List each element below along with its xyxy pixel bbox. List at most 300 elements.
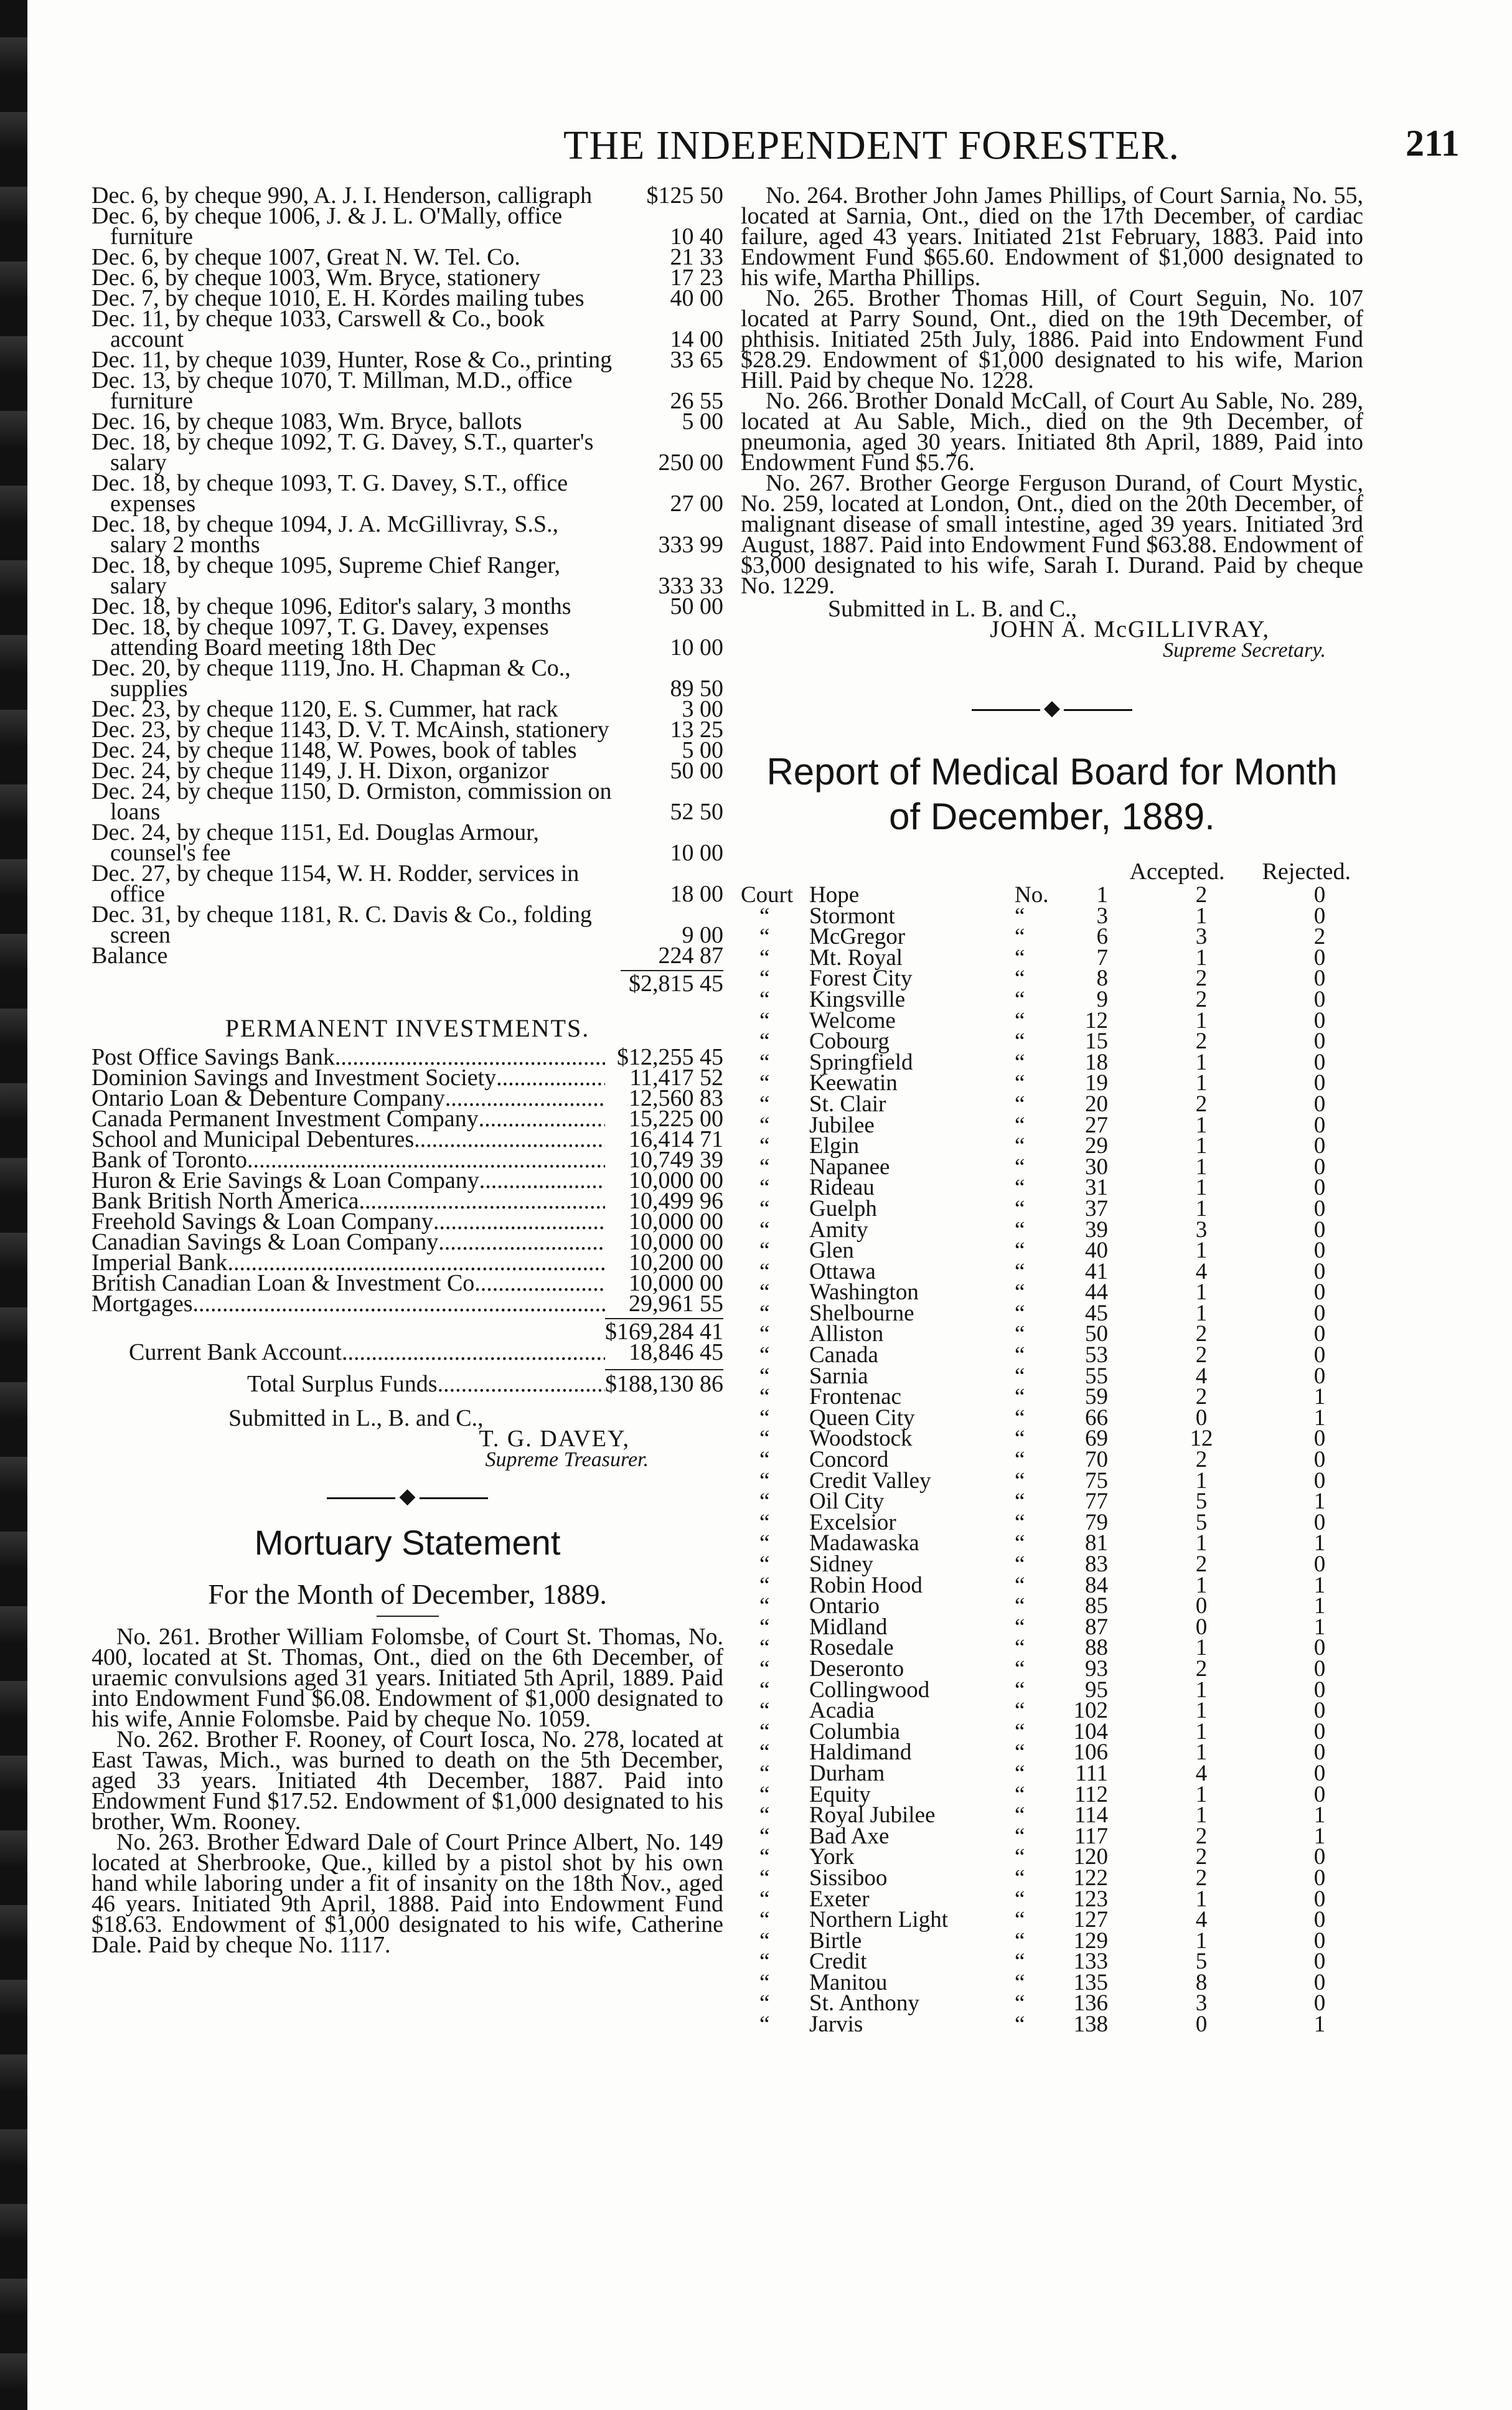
court-name: York xyxy=(809,1844,855,1870)
court-name: Jubilee xyxy=(809,1112,875,1138)
accepted-count: 2 xyxy=(1195,1447,1208,1473)
no-label: “ xyxy=(1015,1258,1025,1284)
expenditure-row xyxy=(92,203,723,250)
expenditure-desc: Dec. 13, by cheque 1070, T. Millman, M.D., office furniture xyxy=(92,367,573,414)
rejected-count: 0 xyxy=(1313,1655,1326,1682)
accepted-count: 2 xyxy=(1195,1865,1208,1891)
accepted-count: 1 xyxy=(1195,1886,1208,1912)
medical-row xyxy=(741,1449,1363,1471)
total-surplus-amount: $188,130 86 xyxy=(605,1371,723,1397)
court-label: “ xyxy=(759,1781,770,1807)
expenditure-desc: Dec. 31, by cheque 1181, R. C. Davis & Co., folding screen xyxy=(92,901,592,948)
court-label: “ xyxy=(759,1342,770,1368)
court-number: 84 xyxy=(1085,1572,1108,1598)
no-label: “ xyxy=(1015,1217,1025,1243)
court-name: Welcome xyxy=(809,1007,896,1033)
no-label: “ xyxy=(1015,1154,1025,1180)
court-number: 30 xyxy=(1085,1154,1108,1180)
no-label: “ xyxy=(1015,1551,1025,1577)
expenditure-amount: 89 50 xyxy=(670,675,723,702)
court-name: Columbia xyxy=(809,1718,900,1744)
medical-row xyxy=(741,906,1363,927)
court-label: “ xyxy=(759,1844,770,1870)
no-label: “ xyxy=(1015,1238,1025,1264)
medical-row xyxy=(741,1617,1363,1638)
court-label: “ xyxy=(759,1300,770,1326)
expenditure-amount: 40 00 xyxy=(670,285,723,311)
court-number: 85 xyxy=(1085,1593,1108,1619)
court-name: Credit xyxy=(809,1949,867,1975)
medical-row xyxy=(741,1868,1363,1889)
accepted-count: 1 xyxy=(1195,1718,1208,1744)
court-number: 7 xyxy=(1096,944,1108,971)
investment-amount: 16,414 71 xyxy=(629,1126,723,1152)
expenditure-row xyxy=(92,860,723,907)
expenditure-amount: 26 55 xyxy=(670,388,723,414)
no-label: “ xyxy=(1015,1844,1025,1870)
court-number: 59 xyxy=(1085,1384,1108,1410)
rejected-count: 0 xyxy=(1313,1739,1326,1766)
expenditure-desc: Dec. 24, by cheque 1150, D. Ormiston, commission on loans xyxy=(92,778,612,825)
medical-row xyxy=(741,1324,1363,1345)
court-number: 79 xyxy=(1085,1509,1108,1535)
no-label: “ xyxy=(1015,1426,1025,1452)
court-name: Woodstock xyxy=(809,1426,913,1452)
no-label: “ xyxy=(1015,1823,1025,1849)
mortuary-entry-262: No. 262. Brother F. Rooney, of Court Iosca, No. 278, located at East Tawas, Mich., was burned to death on the 5th December, aged 33 years. Initiated 4th December, 1887. Paid into Endowment Fund $17.52. Endowment of $1,000 designated to his brother, Wm. Rooney. xyxy=(92,1726,723,1835)
court-name: Sidney xyxy=(809,1551,873,1577)
court-number: 69 xyxy=(1085,1426,1108,1452)
rejected-count: 0 xyxy=(1313,1007,1326,1033)
court-name: Royal Jubilee xyxy=(809,1802,936,1829)
court-label: “ xyxy=(759,1530,770,1556)
court-label: “ xyxy=(759,1363,770,1389)
court-label: “ xyxy=(759,1112,770,1138)
court-name: Frontenac xyxy=(809,1384,901,1410)
medical-row xyxy=(741,1010,1363,1032)
court-name: Napanee xyxy=(809,1154,890,1180)
medical-title-line2: of December, 1889. xyxy=(889,796,1215,837)
no-label: “ xyxy=(1015,1572,1025,1598)
court-number: 20 xyxy=(1085,1091,1108,1117)
expenditure-desc: Dec. 23, by cheque 1120, E. S. Cummer, hat rack xyxy=(92,696,558,722)
accepted-count: 1 xyxy=(1195,1070,1208,1096)
medical-row xyxy=(741,1345,1363,1366)
court-number: 112 xyxy=(1074,1781,1108,1807)
court-name: Exeter xyxy=(809,1886,870,1912)
court-number: 50 xyxy=(1085,1321,1108,1347)
accepted-count: 2 xyxy=(1195,1823,1208,1849)
court-label: “ xyxy=(759,1739,770,1766)
investment-name: Dominion Savings and Investment Society xyxy=(92,1065,497,1091)
accepted-count: 8 xyxy=(1195,1969,1208,1995)
investment-name: Freehold Savings & Loan Company xyxy=(92,1208,433,1235)
medical-row xyxy=(741,1889,1363,1910)
accepted-count: 1 xyxy=(1195,1530,1208,1556)
rejected-count: 0 xyxy=(1313,1928,1326,1954)
court-name: Kingsville xyxy=(809,986,906,1012)
expenditure-desc: Balance xyxy=(92,943,168,969)
court-label: “ xyxy=(759,903,770,929)
court-label: “ xyxy=(759,1572,770,1598)
no-label: “ xyxy=(1015,1279,1025,1306)
court-label: “ xyxy=(759,1677,770,1703)
no-label: “ xyxy=(1015,1530,1025,1556)
court-number: 40 xyxy=(1085,1238,1108,1264)
rejected-count: 0 xyxy=(1313,1447,1326,1473)
court-number: 15 xyxy=(1085,1028,1108,1055)
medical-row xyxy=(741,1408,1363,1429)
secretary-title: Supreme Secretary. xyxy=(1163,639,1326,662)
no-label: “ xyxy=(1015,2012,1025,2038)
accepted-count: 2 xyxy=(1195,1844,1208,1870)
no-label: “ xyxy=(1015,1509,1025,1535)
rejected-count: 0 xyxy=(1313,944,1326,971)
rejected-count: 0 xyxy=(1313,1321,1326,1347)
no-label: “ xyxy=(1015,1489,1025,1515)
medical-row xyxy=(741,1303,1363,1324)
medical-row xyxy=(741,1386,1363,1408)
accepted-count: 2 xyxy=(1195,1384,1208,1410)
no-label: “ xyxy=(1015,1112,1025,1138)
rejected-count: 0 xyxy=(1313,1677,1326,1703)
expenditure-row xyxy=(92,511,723,558)
rejected-count: 0 xyxy=(1313,1279,1326,1306)
treasurer-title: Supreme Treasurer. xyxy=(485,1448,649,1471)
court-label: “ xyxy=(759,1928,770,1954)
court-name: Northern Light xyxy=(809,1907,948,1933)
expenditure-desc: Dec. 11, by cheque 1033, Carswell & Co., book account xyxy=(92,306,545,352)
accepted-count: 1 xyxy=(1195,1572,1208,1598)
expenditure-desc: Dec. 24, by cheque 1149, J. H. Dixon, organizor xyxy=(92,758,549,784)
accepted-count: 1 xyxy=(1195,903,1208,929)
no-label: No. xyxy=(1015,882,1049,908)
accepted-count: 3 xyxy=(1195,1217,1208,1243)
medical-row xyxy=(741,1512,1363,1533)
accepted-count: 1 xyxy=(1195,1739,1208,1766)
no-label: “ xyxy=(1015,1405,1025,1431)
accepted-count: 1 xyxy=(1195,1279,1208,1306)
investment-amount: 10,200 00 xyxy=(629,1250,723,1276)
court-label: “ xyxy=(759,1949,770,1975)
expenditure-total-row xyxy=(92,971,723,997)
expenditure-amount: 52 50 xyxy=(670,799,723,825)
medical-row xyxy=(741,1471,1363,1492)
expenditure-desc: Dec. 18, by cheque 1093, T. G. Davey, S.T., office expenses xyxy=(92,470,568,517)
accepted-count: 1 xyxy=(1195,1195,1208,1221)
rejected-count: 0 xyxy=(1313,1342,1326,1368)
rejected-count: 0 xyxy=(1313,1133,1326,1159)
expenditure-desc: Dec. 27, by cheque 1154, W. H. Rodder, services in office xyxy=(92,860,580,907)
medical-row xyxy=(741,1784,1363,1805)
page-number: 211 xyxy=(1406,123,1460,164)
rejected-count: 1 xyxy=(1313,1384,1326,1410)
court-label: “ xyxy=(759,1823,770,1849)
court-name: Alliston xyxy=(809,1321,884,1347)
medical-row xyxy=(741,1993,1363,2014)
no-label: “ xyxy=(1015,1655,1025,1682)
expenditure-row xyxy=(92,901,723,948)
accepted-count: 1 xyxy=(1195,1928,1208,1954)
medical-row xyxy=(741,968,1363,989)
court-label: “ xyxy=(759,1886,770,1912)
accepted-count: 2 xyxy=(1195,1028,1208,1055)
court-name: Amity xyxy=(809,1217,868,1243)
rejected-count: 0 xyxy=(1313,1969,1326,1995)
rejected-count: 0 xyxy=(1313,1698,1326,1724)
court-label: “ xyxy=(759,1969,770,1995)
investment-amount: 11,417 52 xyxy=(629,1065,723,1091)
accepted-count: 1 xyxy=(1195,1300,1208,1326)
no-label: “ xyxy=(1015,1049,1025,1075)
court-label: “ xyxy=(759,924,770,950)
expenditure-amount: 9 00 xyxy=(682,922,723,948)
medical-row xyxy=(741,989,1363,1010)
accepted-count: 2 xyxy=(1195,966,1208,992)
court-name: Haldimand xyxy=(809,1739,912,1766)
court-name: Hope xyxy=(809,882,860,908)
expenditure-amount: 224 87 xyxy=(658,943,723,969)
court-number: 88 xyxy=(1085,1635,1108,1661)
court-number: 138 xyxy=(1073,2012,1108,2038)
no-label: “ xyxy=(1015,1028,1025,1055)
expenditure-list xyxy=(92,182,723,969)
expenditure-amount: 50 00 xyxy=(670,593,723,619)
rejected-count: 0 xyxy=(1313,1551,1326,1577)
medical-row xyxy=(741,1115,1363,1136)
expenditure-desc: Dec. 6, by cheque 1007, Great N. W. Tel. Co. xyxy=(92,244,520,270)
accepted-count: 2 xyxy=(1195,1342,1208,1368)
court-number: 122 xyxy=(1073,1865,1108,1891)
medical-row xyxy=(741,1659,1363,1680)
page-header: THE INDEPENDENT FORESTER. xyxy=(563,123,1180,168)
medical-row xyxy=(741,1428,1363,1449)
rejected-count: 0 xyxy=(1313,1258,1326,1284)
expenditure-desc: Dec. 18, by cheque 1094, J. A. McGillivray, S.S., salary 2 months xyxy=(92,511,559,558)
treasurer-submitted: Submitted in L., B. and C., xyxy=(228,1405,484,1431)
expenditure-amount: 27 00 xyxy=(670,491,723,517)
accepted-count: 2 xyxy=(1195,986,1208,1012)
medical-row xyxy=(741,1680,1363,1701)
mortuary-entry-264: No. 264. Brother John James Phillips, of Court Sarnia, No. 55, located at Sarnia, Ont., died on the 17th December, of cardiac failure, aged 43 years. Initiated 21st February, 1883. Paid into Endowment Fund $65.60. Endowment of $1,000 designated to his wife, Martha Phillips. xyxy=(741,182,1363,291)
expenditure-desc: Dec. 6, by cheque 990, A. J. I. Henderson, calligraph xyxy=(92,182,593,209)
court-label: “ xyxy=(759,944,770,971)
court-number: 95 xyxy=(1085,1677,1108,1703)
rejected-count: 0 xyxy=(1313,1781,1326,1807)
medical-row xyxy=(741,1261,1363,1283)
court-label: “ xyxy=(759,1175,770,1201)
no-label: “ xyxy=(1015,1928,1025,1954)
medical-row xyxy=(741,1282,1363,1303)
no-label: “ xyxy=(1015,1781,1025,1807)
treasurer-name: T. G. DAVEY, xyxy=(479,1426,630,1452)
no-label: “ xyxy=(1015,966,1025,992)
court-number: 117 xyxy=(1074,1823,1108,1849)
accepted-count: 1 xyxy=(1195,1802,1208,1829)
medical-row xyxy=(741,1491,1363,1512)
medical-row xyxy=(741,1157,1363,1178)
court-name: Queen City xyxy=(809,1405,915,1431)
court-label: “ xyxy=(759,1258,770,1284)
investment-name: Canadian Savings & Loan Company xyxy=(92,1229,439,1255)
total-surplus-label: Total Surplus Funds xyxy=(247,1371,438,1397)
court-number: 81 xyxy=(1085,1530,1108,1556)
current-bank-label: Current Bank Account xyxy=(129,1339,342,1365)
court-label: Court xyxy=(741,882,794,908)
accepted-count: 2 xyxy=(1195,882,1208,908)
no-label: “ xyxy=(1015,1760,1025,1786)
rejected-count: 1 xyxy=(1313,1593,1326,1619)
investment-amount: 10,000 00 xyxy=(629,1229,723,1255)
rejected-count: 1 xyxy=(1313,1802,1326,1829)
accepted-count: 2 xyxy=(1195,1321,1208,1347)
court-label: “ xyxy=(759,966,770,992)
accepted-count: 1 xyxy=(1195,1698,1208,1724)
no-label: “ xyxy=(1015,1969,1025,1995)
court-label: “ xyxy=(759,1551,770,1577)
court-number: 123 xyxy=(1073,1886,1108,1912)
investment-amount: 10,000 00 xyxy=(629,1167,723,1193)
accepted-count: 4 xyxy=(1195,1363,1208,1389)
secretary-submitted: Submitted in L. B. and C., xyxy=(828,596,1078,622)
accepted-count: 1 xyxy=(1195,1781,1208,1807)
no-label: “ xyxy=(1015,924,1025,950)
court-number: 27 xyxy=(1085,1112,1108,1138)
current-bank-amount: 18,846 45 xyxy=(629,1339,723,1365)
no-label: “ xyxy=(1015,1718,1025,1744)
expenditure-amount: 3 00 xyxy=(682,696,723,722)
rejected-count: 0 xyxy=(1313,986,1326,1012)
investment-name: School and Municipal Debentures xyxy=(92,1126,415,1152)
court-label: “ xyxy=(759,986,770,1012)
court-name: Acadia xyxy=(809,1698,875,1724)
medical-row xyxy=(741,1596,1363,1617)
investment-amount: 29,961 55 xyxy=(629,1291,723,1317)
court-name: Sissiboo xyxy=(809,1865,888,1891)
accepted-count: 12 xyxy=(1190,1426,1213,1452)
expenditure-row xyxy=(92,819,723,866)
mortuary-subtitle-rule xyxy=(377,1616,439,1617)
surplus-rule xyxy=(605,1369,723,1370)
rejected-count: 0 xyxy=(1313,1217,1326,1243)
investment-name: Ontario Loan & Debenture Company xyxy=(92,1085,445,1111)
court-name: Elgin xyxy=(809,1133,860,1159)
court-name: Madawaska xyxy=(809,1530,919,1556)
medical-row xyxy=(741,1031,1363,1052)
court-name: Ontario xyxy=(809,1593,880,1619)
rejected-count: 0 xyxy=(1313,1426,1326,1452)
court-name: Mt. Royal xyxy=(809,944,903,971)
rejected-count: 0 xyxy=(1313,1049,1326,1075)
court-number: 114 xyxy=(1074,1802,1108,1829)
medical-row xyxy=(741,1366,1363,1387)
medical-title-line1: Report of Medical Board for Month xyxy=(766,751,1338,793)
court-name: Glen xyxy=(809,1238,854,1264)
no-label: “ xyxy=(1015,1907,1025,1933)
court-label: “ xyxy=(759,1990,770,2017)
medical-row xyxy=(741,1721,1363,1743)
no-label: “ xyxy=(1015,1007,1025,1033)
court-name: Keewatin xyxy=(809,1070,898,1096)
court-name: Stormont xyxy=(809,903,895,929)
medical-row xyxy=(741,1198,1363,1220)
accepted-count: 2 xyxy=(1195,1655,1208,1682)
accepted-count: 5 xyxy=(1195,1489,1208,1515)
court-number: 12 xyxy=(1085,1007,1108,1033)
court-name: Washington xyxy=(809,1279,919,1306)
investment-amount: 15,225 00 xyxy=(629,1106,723,1132)
investment-row xyxy=(92,1291,723,1317)
rejected-count: 0 xyxy=(1313,1300,1326,1326)
no-label: “ xyxy=(1015,1635,1025,1661)
court-label: “ xyxy=(759,1091,770,1117)
no-label: “ xyxy=(1015,1802,1025,1829)
court-label: “ xyxy=(759,1614,770,1640)
mortuary-entry-263: No. 263. Brother Edward Dale of Court Prince Albert, No. 149 located at Sherbrooke, Que., killed by a pistol shot by his own hand while laboring under a fit of insanity on the 18th Nov., aged 46 years. Initiated 9th April, 1888. Paid into Endowment Fund $18.63. Endowment of $1,000 designated to his wife, Catherine Dale. Paid by cheque No. 1117. xyxy=(92,1829,723,1958)
accepted-count: 4 xyxy=(1195,1258,1208,1284)
medical-row xyxy=(741,1637,1363,1659)
accepted-count: 0 xyxy=(1195,1614,1208,1640)
court-number: 93 xyxy=(1085,1655,1108,1682)
court-label: “ xyxy=(759,1217,770,1243)
court-name: Forest City xyxy=(809,966,913,992)
expenditure-row xyxy=(92,655,723,702)
medical-row xyxy=(741,1240,1363,1261)
court-number: 77 xyxy=(1085,1489,1108,1515)
expenditure-total: $2,815 45 xyxy=(629,971,723,997)
expenditure-desc: Dec. 20, by cheque 1119, Jno. H. Chapman & Co., supplies xyxy=(92,655,571,702)
medical-row xyxy=(741,1805,1363,1826)
medical-row xyxy=(741,1742,1363,1763)
accepted-count: 1 xyxy=(1195,1238,1208,1264)
expenditure-amount: 21 33 xyxy=(670,244,723,270)
expenditure-amount: 17 23 xyxy=(670,265,723,291)
rejected-count: 0 xyxy=(1313,1865,1326,1891)
court-name: Bad Axe xyxy=(809,1823,890,1849)
court-label: “ xyxy=(759,1007,770,1033)
court-label: “ xyxy=(759,1405,770,1431)
expenditure-desc: Dec. 6, by cheque 1006, J. & J. L. O'Mally, office furniture xyxy=(92,203,563,250)
rejected-count: 0 xyxy=(1313,1949,1326,1975)
accepted-count: 0 xyxy=(1195,1405,1208,1431)
court-name: Rosedale xyxy=(809,1635,894,1661)
no-label: “ xyxy=(1015,1195,1025,1221)
rejected-count: 1 xyxy=(1313,2012,1326,2038)
medical-board-table xyxy=(741,882,1363,2038)
expenditure-amount: 10 00 xyxy=(670,634,723,661)
rejected-count: 0 xyxy=(1313,1238,1326,1264)
rejected-count: 0 xyxy=(1313,1907,1326,1933)
court-label: “ xyxy=(759,1384,770,1410)
rejected-count: 0 xyxy=(1313,1467,1326,1494)
court-label: “ xyxy=(759,1133,770,1159)
right-column xyxy=(741,182,1363,2038)
no-label: “ xyxy=(1015,1133,1025,1159)
court-number: 87 xyxy=(1085,1614,1108,1640)
ornament-divider: ◆ xyxy=(92,1486,723,1507)
expenditure-desc: Dec. 18, by cheque 1092, T. G. Davey, S.T., quarter's salary xyxy=(92,429,594,476)
rejected-count: 0 xyxy=(1313,903,1326,929)
no-label: “ xyxy=(1015,1175,1025,1201)
mortuary-title: Mortuary Statement xyxy=(254,1523,561,1562)
expenditure-desc: Dec. 18, by cheque 1096, Editor's salary, 3 months xyxy=(92,593,571,619)
court-number: 83 xyxy=(1085,1551,1108,1577)
investment-amount: $12,255 45 xyxy=(617,1044,723,1070)
court-number: 1 xyxy=(1096,882,1108,908)
court-name: Concord xyxy=(809,1447,889,1473)
court-number: 8 xyxy=(1096,966,1108,992)
medical-report-title xyxy=(741,750,1363,839)
